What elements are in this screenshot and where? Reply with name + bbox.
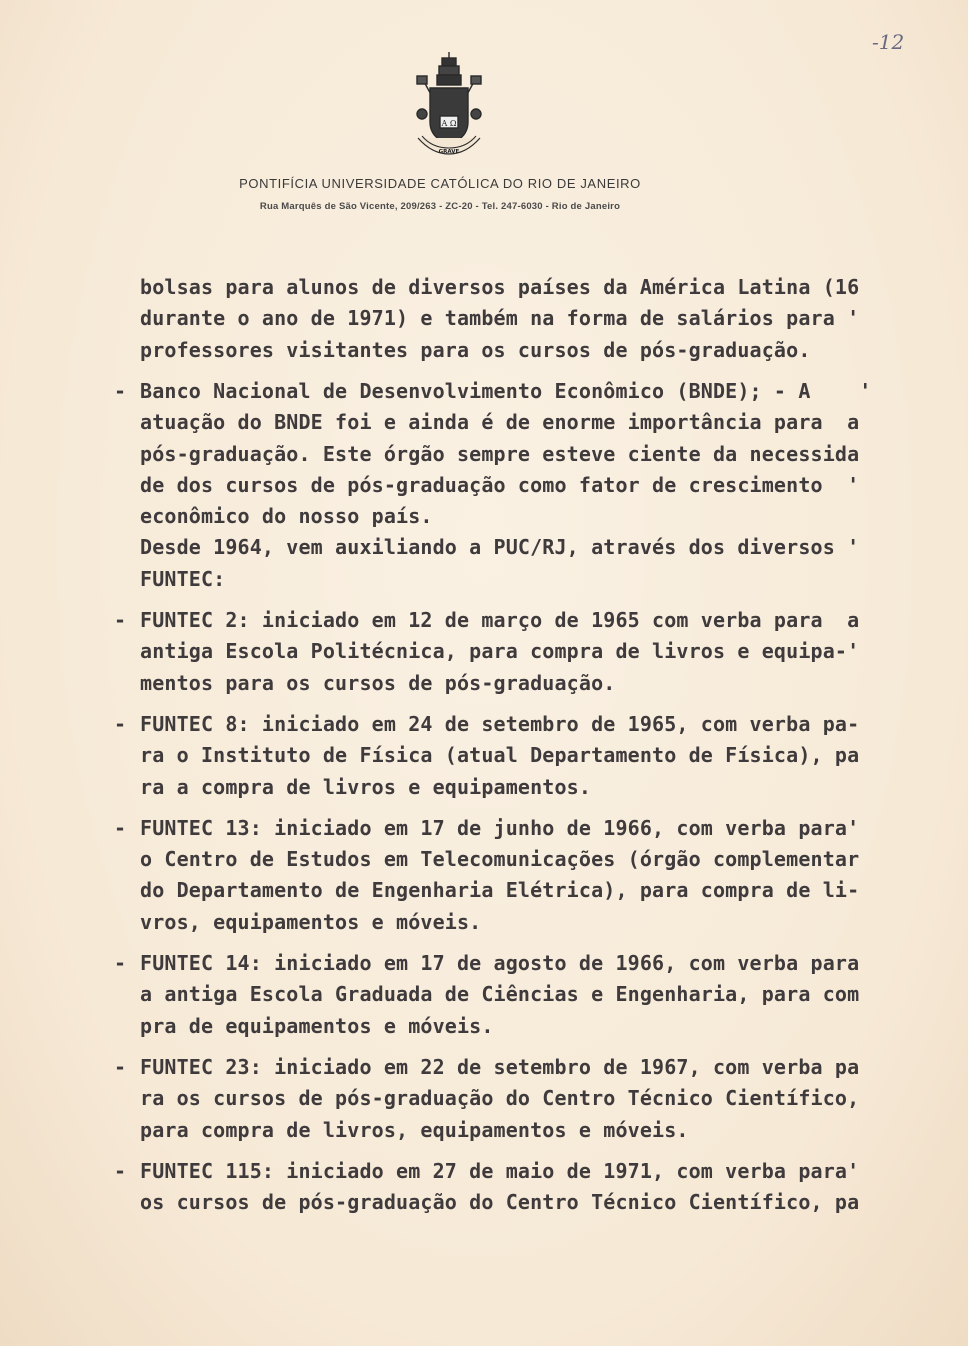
text-line: ra o Instituto de Física (atual Departamento de Física), pa: [140, 743, 860, 768]
text-line: FUNTEC 115: iniciado em 27 de maio de 1971, com verba para': [140, 1158, 860, 1183]
list-bullet-dash: -: [114, 1054, 127, 1079]
text-line: Desde 1964, vem auxiliando a PUC/RJ, através dos diversos ': [140, 535, 860, 560]
list-bullet-dash: -: [114, 608, 127, 632]
institution-address: Rua Marquês de São Vicente, 209/263 - ZC-20 - Tel. 247-6030 - Rio de Janeiro: [259, 201, 621, 212]
text-line: ra os cursos de pós-graduação do Centro Técnico Científico,: [140, 1086, 860, 1111]
text-line: FUNTEC 14: iniciado em 17 de agosto de 1966, com verba para: [140, 951, 860, 975]
text-line: Banco Nacional de Desenvolvimento Econômico (BNDE); - A ': [140, 378, 872, 403]
text-line: a antiga Escola Graduada de Ciências e Engenharia, para com: [140, 982, 860, 1007]
text-line: professores visitantes para os cursos de pós-graduação.: [140, 337, 811, 362]
text-line: pra de equipamentos e móveis.: [140, 1013, 494, 1038]
text-line: FUNTEC 8: iniciado em 24 de setembro de 1965, com verba pa-: [140, 711, 860, 736]
crest-motto: GRAVE: [438, 149, 460, 155]
text-line: atuação do BNDE foi e ainda é de enorme importância para a: [140, 410, 860, 435]
page-number: -12: [872, 30, 905, 54]
crest-letters: A Ω: [441, 119, 457, 128]
text-line: do Departamento de Engenharia Elétrica), para compra de li-: [140, 878, 860, 903]
text-line: durante o ano de 1971) e também na forma de salários para ': [140, 306, 860, 331]
text-line: FUNTEC:: [140, 566, 226, 591]
text-line: para compra de livros, equipamentos e móveis.: [140, 1117, 689, 1142]
text-line: FUNTEC 23: iniciado em 22 de setembro de 1967, com verba pa: [140, 1054, 860, 1079]
text-line: FUNTEC 13: iniciado em 17 de junho de 1966, com verba para': [140, 815, 860, 840]
list-bullet-dash: -: [114, 1158, 127, 1183]
list-bullet-dash: -: [114, 378, 127, 403]
list-bullet-dash: -: [114, 711, 127, 736]
text-line: os cursos de pós-graduação do Centro Técnico Científico, pa: [140, 1190, 860, 1215]
text-line: o Centro de Estudos em Telecomunicações (órgão complementar: [140, 847, 860, 872]
text-line: FUNTEC 2: iniciado em 12 de março de 1965 com verba para a: [140, 608, 860, 632]
text-line: antiga Escola Politécnica, para compra de livros e equipa-': [140, 639, 860, 664]
text-line: de dos cursos de pós-graduação como fator de crescimento ': [140, 472, 860, 497]
text-line: ra a compra de livros e equipamentos.: [140, 774, 592, 799]
text-line: pós-graduação. Este órgão sempre esteve ciente da necessida: [140, 441, 860, 466]
text-line: econômico do nosso país.: [140, 504, 433, 529]
text-line: bolsas para alunos de diversos países da América Latina (16: [140, 275, 860, 299]
text-line: mentos para os cursos de pós-graduação.: [140, 670, 616, 695]
university-crest-logo: [412, 52, 486, 154]
list-bullet-dash: -: [114, 815, 127, 840]
institution-name: PONTIFÍCIA UNIVERSIDADE CATÓLICA DO RIO DE JANEIRO: [239, 176, 641, 191]
list-bullet-dash: -: [114, 951, 127, 975]
text-line: vros, equipamentos e móveis.: [140, 909, 482, 934]
